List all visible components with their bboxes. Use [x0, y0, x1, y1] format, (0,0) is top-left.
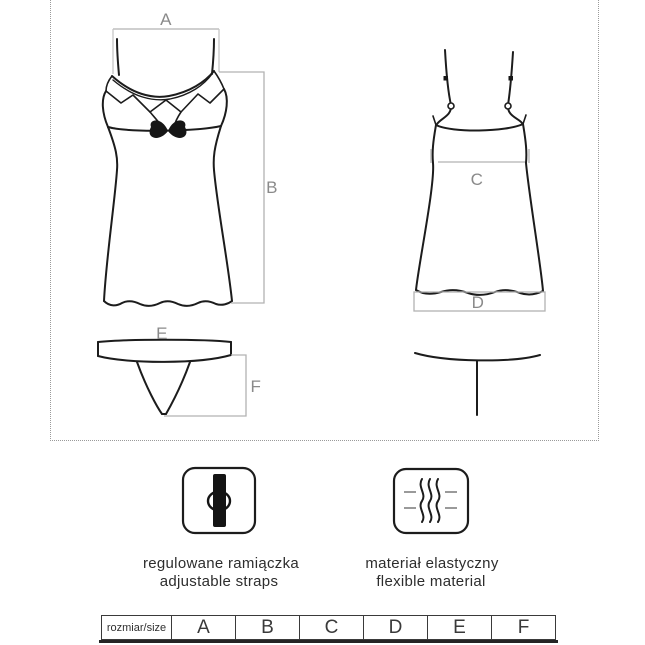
size-table-col-c: C [299, 616, 363, 639]
size-table-header-cell: rozmiar/size [106, 621, 167, 634]
measure-label-d: D [471, 293, 485, 312]
size-table-col-f: F [491, 616, 555, 639]
measure-label-f: F [250, 377, 262, 396]
measure-label-b: B [266, 178, 278, 197]
panties-back-drawing [415, 353, 540, 415]
bow-ornament [150, 120, 187, 138]
size-table-col-e: E [427, 616, 491, 639]
measure-lines-panties [164, 355, 246, 416]
size-table-next-row-edge [99, 640, 558, 643]
chemise-front-drawing [103, 39, 232, 306]
size-table-col-d: D [363, 616, 427, 639]
measure-label-c: C [470, 170, 484, 189]
size-table-col-a: A [171, 616, 235, 639]
panties-front-drawing [98, 340, 231, 414]
measure-lines-front [113, 29, 264, 303]
adjustable-straps-label-pl: regulowane ramiączka [142, 555, 300, 572]
flexible-material-label-pl: materiał elastyczny [365, 555, 499, 572]
size-table [101, 615, 556, 640]
adjustable-straps-label-en: adjustable straps [159, 573, 279, 590]
elastic-material-icon [394, 469, 468, 533]
flexible-material-label-en: flexible material [376, 573, 486, 590]
measure-label-e: E [156, 324, 168, 343]
adjustable-strap-icon [183, 468, 255, 533]
size-table-col-b: B [235, 616, 299, 639]
measure-label-a: A [160, 10, 172, 29]
